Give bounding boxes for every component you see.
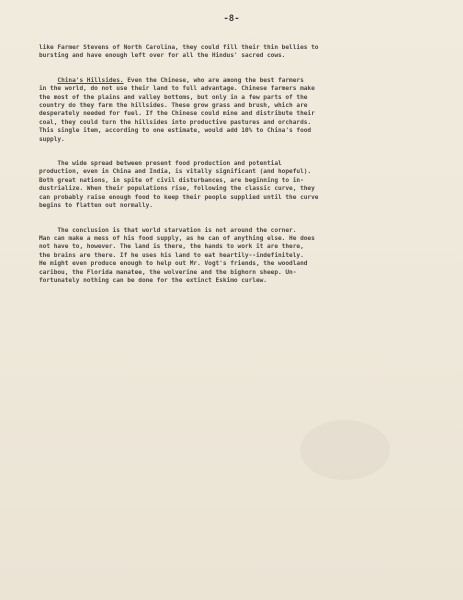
text-line: desperately needed for fuel. If the Chinese could mine and distribute their — [39, 110, 315, 118]
page-number: -8- — [223, 14, 240, 24]
text-line: Man can make a mess of his food supply, as he can of anything else. He does — [39, 234, 315, 242]
body-text — [39, 44, 431, 301]
text-line: the most of the plains and valley bottoms, but only in a few parts of the — [39, 93, 308, 101]
text-line: like Farmer Stevens of North Carolina, they could fill their thin bellies to — [39, 44, 319, 51]
text-line: Even the Chinese, who are among the best farmers — [123, 76, 304, 84]
text-line: The wide spread between present food production and potential — [39, 160, 282, 168]
text-line: in the world, do not use their land to full advantage. Chinese farmers make — [39, 85, 315, 93]
text-line: bursting and have enough left over for all the Hindus' sacred cows. — [39, 52, 286, 60]
text-line: This single item, according to one estimate, would add 10% to China's food — [39, 127, 312, 135]
text-line: He might even produce enough to help out Mr. Vogt's friends, the woodland — [39, 260, 308, 268]
text-line: the brains are there. If he uses his land to eat heartily--indefinitely. — [39, 251, 304, 259]
paper-stain — [300, 420, 390, 480]
section-heading: China's Hillsides. — [57, 76, 124, 84]
text-line: dustrialize. When their populations rise, following the classic curve, they — [39, 185, 315, 193]
paragraph-1 — [39, 44, 431, 61]
text-line: The conclusion is that world starvation is not around the corner. — [39, 226, 297, 234]
paragraph-4 — [39, 227, 431, 286]
text-line: not have to, however. The land is there, the hands to work it are there, — [39, 243, 304, 251]
paragraph-2 — [39, 77, 431, 144]
text-line: can probably raise enough food to keep their people supplied until the curve — [39, 193, 319, 201]
text-line: fortunately nothing can be done for the extinct Eskimo curlew. — [39, 276, 267, 284]
text-line: supply. — [39, 135, 65, 143]
paragraph-3 — [39, 160, 431, 210]
text-line-with-heading — [39, 77, 431, 85]
text-line: production, even in China and India, is vitally significant (and hopeful). — [39, 168, 312, 176]
text-line: coal, they could turn the hillsides into productive pastures and orchards. — [39, 118, 312, 126]
text-line: begins to flatten out normally. — [39, 202, 153, 210]
text-line: caribou, the Florida manatee, the wolverine and the bighorn sheep. Un- — [39, 268, 297, 276]
text-line: country do they farm the hillsides. These grow grass and brush, which are — [39, 102, 308, 110]
text-line: Both great nations, in spite of civil disturbances, are beginning to in- — [39, 176, 304, 184]
